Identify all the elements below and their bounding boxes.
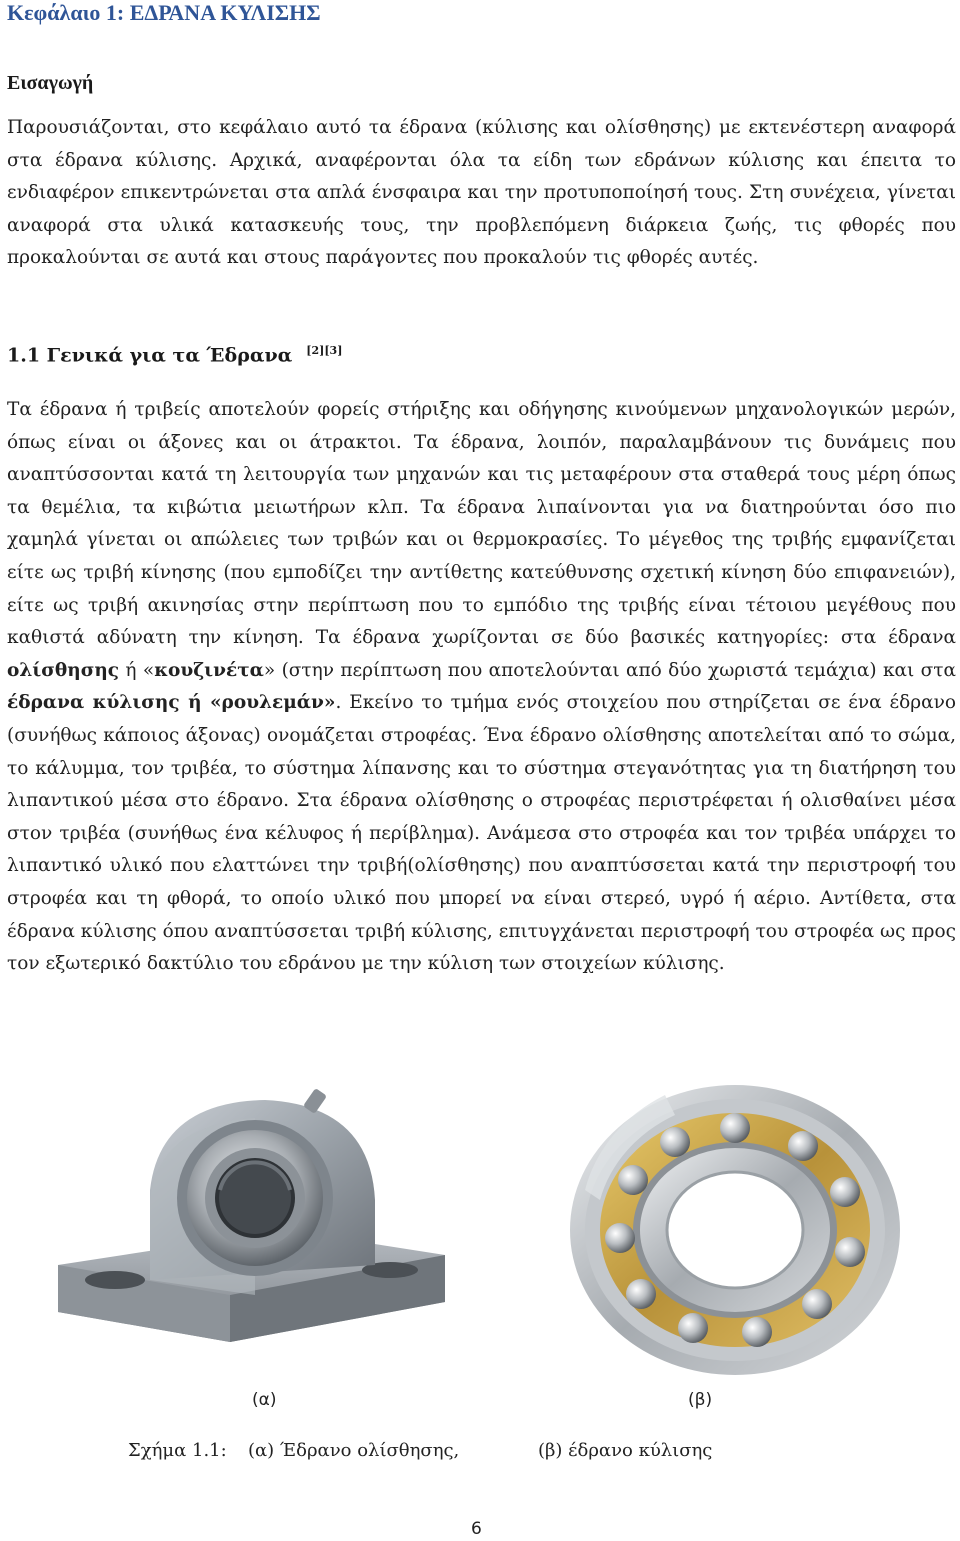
bold-term-bushings: κουζινέτα	[154, 659, 264, 681]
bold-term-sliding: ολίσθησης	[7, 659, 120, 681]
section-references: [2][3]	[306, 344, 343, 357]
paragraph-text: » (στην περίπτωση που αποτελούνται από δύο χωριστά τεμάχια) και στα	[263, 659, 957, 681]
section-heading-text: 1.1 Γενικά για τα Έδρανα	[7, 344, 293, 367]
figure-caption-prefix: Σχήμα 1.1:	[128, 1440, 227, 1461]
intro-heading: Εισαγωγή	[7, 72, 94, 94]
figure-label-a: (α)	[252, 1390, 277, 1410]
paragraph-text: ή «	[119, 659, 155, 681]
bold-term-rolling-bearings: έδρανα κύλισης ή «ρουλεμάν»	[7, 692, 336, 714]
figure-caption-b: (β) έδρανο κύλισης	[538, 1440, 713, 1461]
chapter-title: Κεφάλαιο 1: ΕΔΡΑΝΑ ΚΥΛΙΣΗΣ	[7, 0, 321, 25]
paragraph-text: Τα έδρανα ή τριβείς αποτελούν φορείς στήριξης και οδήγησης κινούμενων μηχανολογικών μερών, όπως είναι οι άξονες και οι άτρακτοι. Τα έδρανα, λοιπόν, παραλαμβάνουν τις δυνάμεις που αναπτύσσονται κατά τη λειτουργία των μηχανών και τις μεταφέρουν στα σταθερά τους μέρη όπως τα θεμέλια, τα κιβώτια μειωτήρων κλπ. Τα έδρανα λιπαίνονται για να διατηρούνται όσο πιο χαμηλά γίνεται οι απώλειες των τριβών και οι θερμοκρασίες. Το μέγεθος της τριβής εμφανίζεται είτε ως τριβή κίνησης (που εμποδίζει την αντίθετης κατεύθυνσης σχετική κίνηση δύο επιφανειών), είτε ως τριβή ακινησίας στην περίπτωση που το εμπόδιο της τριβής είναι τέτοιου μεγέθους που καθιστά αδύνατη την κίνηση. Τα έδρανα χωρίζονται σε δύο βασικές κατηγορίες: στα έδρανα	[7, 399, 956, 649]
intro-paragraph: Παρουσιάζονται, στο κεφάλαιο αυτό τα έδρανα (κύλισης και ολίσθησης) με εκτενέστερη αναφορά στα έδρανα κύλισης. Αρχικά, αναφέρονται όλα τα είδη των εδράνων κύλισης και έπειτα το ενδιαφέρον επικεντρώνεται στα απλά ένσφαιρα και την προτυποποίησή τους. Στη συνέχεια, γίνεται αναφορά στα υλικά κατασκευής τους, την προβλεπόμενη διάρκεια ζωής, τις φθορές που προκαλούνται σε αυτά και στους παράγοντες που προκαλούν τις φθορές αυτές.	[7, 117, 956, 269]
pillow-block-bearing-image	[40, 1080, 460, 1370]
ball-bearing-image	[545, 1080, 925, 1380]
figure-label-b: (β)	[688, 1390, 713, 1410]
section-heading	[7, 344, 342, 366]
section-paragraph	[7, 394, 956, 981]
figure-caption-a: (α) Έδρανο ολίσθησης,	[248, 1440, 460, 1461]
paragraph-text: . Εκείνο το τμήμα ενός στοιχείου που στηρίζεται σε ένα έδρανο (συνήθως κάποιος άξονας) ονομάζεται στροφέας. Ένα έδρανο ολίσθησης αποτελείται από το σώμα, το κάλυμμα, τον τριβέα, το σύστημα λίπανσης και το σύστημα στεγανότητας για τη διατήρηση του λιπαντικού μέσα στο έδρανο. Στα έδρανα ολίσθησης ο στροφέας περιστρέφεται ή ολισθαίνει μέσα στον τριβέα (συνήθως ένα κέλυφος ή περίβλημα). Ανάμεσα στο στροφέα και τον τριβέα υπάρχει το λιπαντικό υλικό που ελαττώνει την τριβή(ολίσθησης) που αναπτύσσεται κατά την περιστροφή του στροφέα και τη φθορά, το οποίο υλικό που μπορεί να είναι στερεό, υγρό ή αέριο. Αντίθετα, στα έδρανα κύλισης όπου αναπτύσσεται τριβή κύλισης, επιτυγχάνεται περιστροφή του στροφέα ως προς τον εξωτερικό δακτύλιο του εδράνου με την κύλιση των στοιχείων κύλισης.	[7, 692, 957, 975]
page-number: 6	[471, 1519, 482, 1539]
